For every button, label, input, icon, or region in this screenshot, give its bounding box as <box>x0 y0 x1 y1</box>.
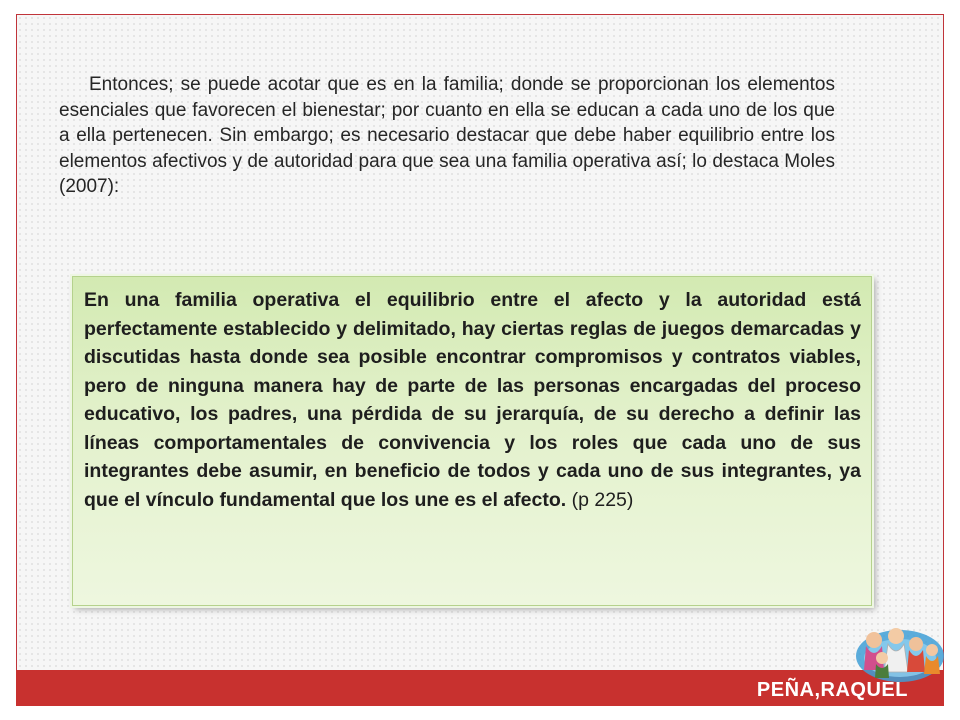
intro-paragraph: Entonces; se puede acotar que es en la familia; donde se proporcionan los elementos esenciales que favorecen el bienestar; por cuanto en ella se educan a cada uno de los que a ella pertenecen. Sin embargo; es necesario destacar que debe haber equilibrio entre los elementos afectivos y de autoridad para que sea una familia operativa así; lo destaca Moles (2007): <box>59 74 835 197</box>
quote-body: En una familia operativa el equilibrio entre el afecto y la autoridad está perfectamente establecido y delimitado, hay ciertas reglas de juegos demarcadas y discutidas hasta donde sea posible encontrar compromisos y contratos viables, pero de ninguna manera hay de parte de las personas encargadas del proceso educativo, los padres, una pérdida de su jerarquía, de su derecho a definir las líneas comportamentales de convivencia y los roles que cada uno de sus integrantes debe asumir, en beneficio de todos y cada uno de sus integrantes, ya que el vínculo fundamental que los une es el afecto. <box>84 289 861 511</box>
quote-citation: (p 225) <box>566 488 634 511</box>
family-clipart-icon <box>852 618 948 684</box>
author-name: PEÑA,RAQUEL <box>756 679 908 701</box>
quote-text <box>84 286 861 514</box>
quote-box <box>72 276 872 606</box>
